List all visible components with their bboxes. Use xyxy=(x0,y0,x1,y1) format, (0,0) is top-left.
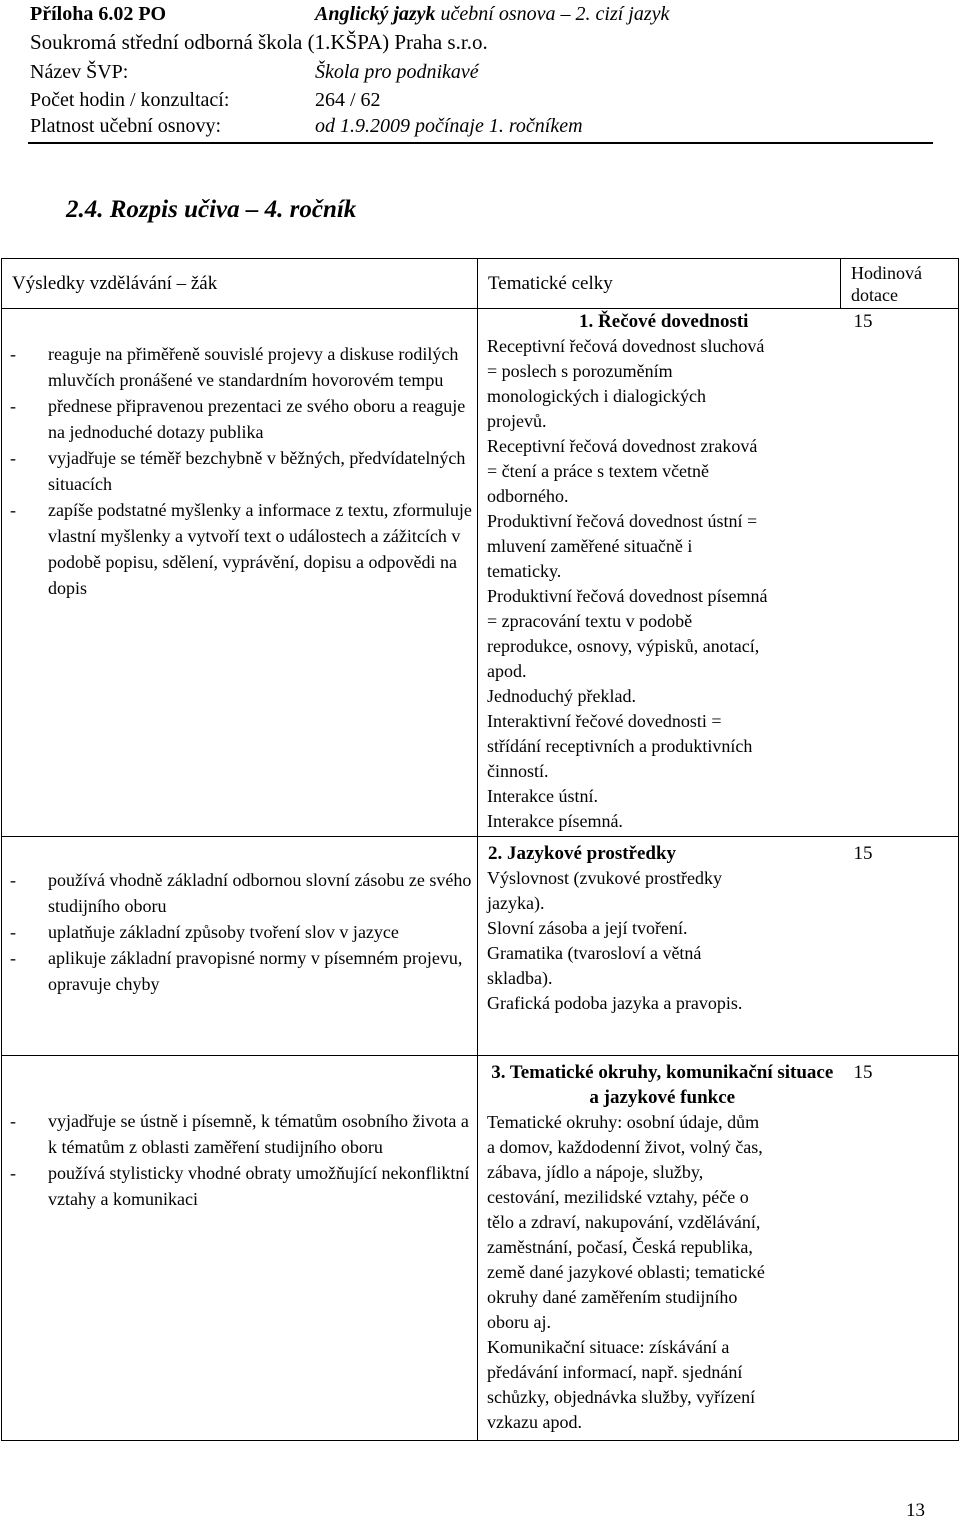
content-line: = čtení a práce s textem včetně xyxy=(487,461,710,481)
subject-line xyxy=(315,2,669,26)
content-line: Slovní zásoba a její tvoření. xyxy=(487,918,688,938)
hours-value: 15 xyxy=(853,843,873,864)
svp-value: Škola pro podnikavé xyxy=(315,61,479,83)
attachment-label: Příloha 6.02 PO xyxy=(30,3,167,25)
list-item: - aplikuje základní pravopisné normy v písemném projevu, opravuje chyby xyxy=(2,945,477,997)
results-cell xyxy=(2,837,478,1056)
content-line: oboru aj. xyxy=(487,1312,551,1332)
content-line: Produktivní řečová dovednost ústní = xyxy=(487,511,758,531)
hours-cell xyxy=(841,837,959,1056)
school-name: Soukromá střední odborná škola (1.KŠPA) Praha s.r.o. xyxy=(30,30,488,54)
list-item: - používá vhodně základní odbornou slovní zásobu ze svého studijního oboru xyxy=(2,867,477,919)
content-line: = zpracování textu v podobě xyxy=(487,611,693,631)
hours-value: 264 / 62 xyxy=(315,89,381,111)
content-line: jazyka). xyxy=(487,893,545,913)
content-line: reprodukce, osnovy, výpisků, anotací, xyxy=(487,636,760,656)
list-item: - zapíše podstatné myšlenky a informace z textu, zformuluje vlastní myšlenky a vytvoří text o událostech a zážitcích v podobě popisu, sdělení, vyprávění, dopisu a odpovědi na dopis xyxy=(2,497,477,601)
results-list xyxy=(2,867,477,997)
svp-label: Název ŠVP: xyxy=(30,61,129,83)
content-line: země dané jazykové oblasti; tematické xyxy=(487,1262,765,1282)
topic-title: 3. Tematické okruhy, komunikační situace a jazykové funkce xyxy=(491,1062,834,1108)
content-line: tělo a zdraví, nakupování, vzdělávání, xyxy=(487,1212,761,1232)
content-line: monologických i dialogických xyxy=(487,386,706,406)
content-line: skladba). xyxy=(487,968,553,988)
table-row xyxy=(2,837,959,1056)
content-cell xyxy=(478,837,841,1056)
validity-value: od 1.9.2009 počínaje 1. ročníkem xyxy=(315,115,583,137)
hours-cell xyxy=(841,309,959,837)
content-line: střídání receptivních a produktivních xyxy=(487,736,753,756)
content-line: Výslovnost (zvukové prostředky xyxy=(487,868,722,888)
subject-name: Anglický jazyk xyxy=(315,3,436,25)
content-line: Jednoduchý překlad. xyxy=(487,686,636,706)
content-lines xyxy=(478,334,841,834)
table-row xyxy=(2,309,959,837)
content-line: mluvení zaměřené situačně i xyxy=(487,536,693,556)
header-divider xyxy=(28,142,933,144)
curriculum-table xyxy=(1,258,959,1441)
list-item: - vyjadřuje se téměř bezchybně v běžných, předvídatelných situacích xyxy=(2,445,477,497)
topic-title: 1. Řečové dovednosti xyxy=(579,311,749,332)
content-line: Interakce písemná. xyxy=(487,811,623,831)
list-item: - vyjadřuje se ústně i písemně, k tématům osobního života a k tématům z oblasti zaměření studijního oboru xyxy=(2,1108,477,1160)
content-line: zaměstnání, počasí, Česká republika, xyxy=(487,1237,753,1257)
topic-title: 2. Jazykové prostředky xyxy=(488,843,677,864)
list-item: - reaguje na přiměřeně souvislé projevy a diskuse rodilých mluvčích pronášené ve standardním hovorovém tempu xyxy=(2,341,477,393)
section-title: 2.4. Rozpis učiva – 4. ročník xyxy=(66,196,357,223)
content-line: Tematické okruhy: osobní údaje, dům xyxy=(487,1112,760,1132)
list-item: - uplatňuje základní způsoby tvoření slov v jazyce xyxy=(2,919,477,945)
results-list xyxy=(2,341,477,601)
results-list xyxy=(2,1108,477,1212)
content-line: tematicky. xyxy=(487,561,562,581)
content-line: činností. xyxy=(487,761,549,781)
content-line: vzkazu apod. xyxy=(487,1412,582,1432)
list-item: - přednese připravenou prezentaci ze svého oboru a reaguje na jednoduché dotazy publika xyxy=(2,393,477,445)
list-item: - používá stylisticky vhodné obraty umožňující nekonfliktní vztahy a komunikaci xyxy=(2,1160,477,1212)
content-line: a domov, každodenní život, volný čas, xyxy=(487,1137,763,1157)
page-number: 13 xyxy=(906,1500,925,1521)
content-cell xyxy=(478,309,841,837)
content-lines xyxy=(478,866,841,1016)
content-line: odborného. xyxy=(487,486,569,506)
content-line: Produktivní řečová dovednost písemná xyxy=(487,586,768,606)
content-cell xyxy=(478,1056,841,1441)
content-line: schůzky, objednávka služby, vyřízení xyxy=(487,1387,756,1407)
results-cell xyxy=(2,309,478,837)
results-cell xyxy=(2,1056,478,1441)
table-row xyxy=(2,1056,959,1441)
hours-value: 15 xyxy=(853,311,873,332)
content-line: Receptivní řečová dovednost zraková xyxy=(487,436,758,456)
content-line: předávání informací, např. sjednání xyxy=(487,1362,743,1382)
hours-label: Počet hodin / konzultací: xyxy=(30,89,230,111)
validity-label: Platnost učební osnovy: xyxy=(30,115,222,137)
content-line: = poslech s porozuměním xyxy=(487,361,673,381)
content-line: cestování, mezilidské vztahy, péče o xyxy=(487,1187,749,1207)
table-header-row xyxy=(2,259,959,309)
subject-description: učební osnova – 2. cizí jazyk xyxy=(435,3,670,25)
col-header-topics: Tematické celky xyxy=(478,259,841,309)
content-line: okruhy dané zaměřením studijního xyxy=(487,1287,738,1307)
col-header-hours: Hodinová dotace xyxy=(841,259,959,309)
content-lines xyxy=(478,1110,841,1435)
content-line: Interakce ústní. xyxy=(487,786,598,806)
content-line: Interaktivní řečové dovednosti = xyxy=(487,711,722,731)
hours-cell xyxy=(841,1056,959,1441)
content-line: projevů. xyxy=(487,411,547,431)
content-line: apod. xyxy=(487,661,527,681)
content-line: Receptivní řečová dovednost sluchová xyxy=(487,336,765,356)
col-header-results: Výsledky vzdělávání – žák xyxy=(2,259,478,309)
content-line: zábava, jídlo a nápoje, služby, xyxy=(487,1162,704,1182)
content-line: Grafická podoba jazyka a pravopis. xyxy=(487,993,743,1013)
content-line: Komunikační situace: získávání a xyxy=(487,1337,730,1357)
content-line: Gramatika (tvarosloví a větná xyxy=(487,943,702,963)
hours-value: 15 xyxy=(853,1062,873,1083)
